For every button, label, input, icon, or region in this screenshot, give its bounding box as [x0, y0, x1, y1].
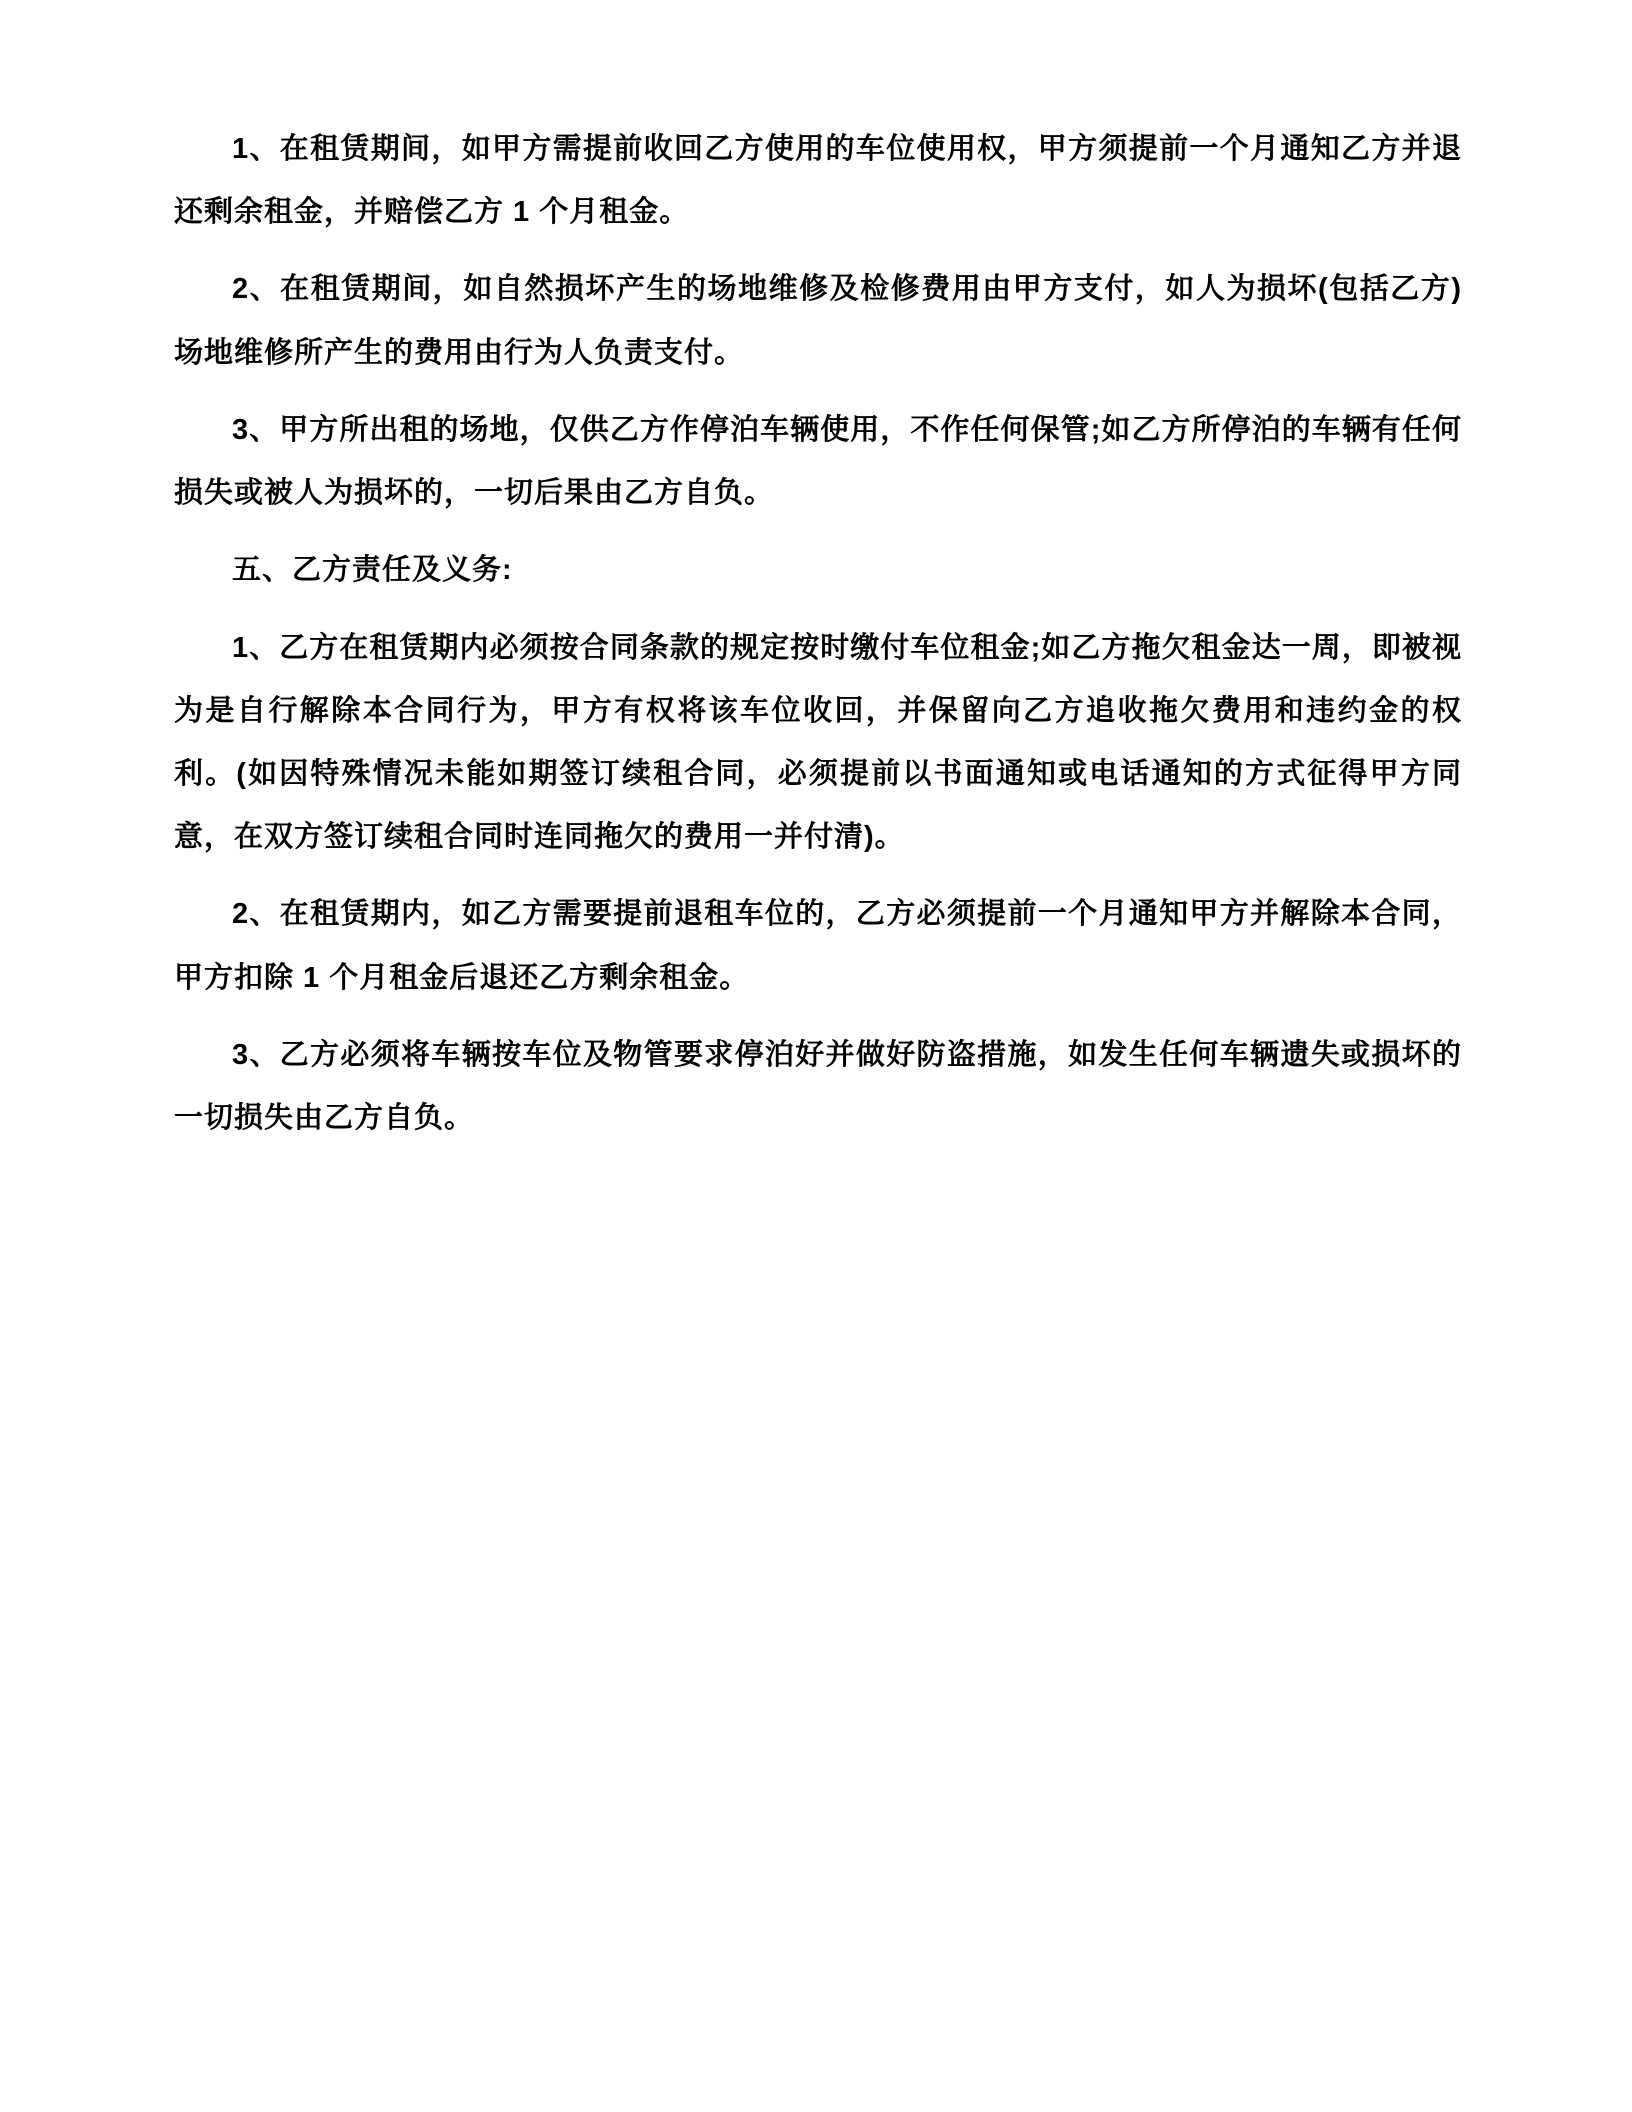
contract-paragraph: 2、在租赁期间，如自然损坏产生的场地维修及检修费用由甲方支付，如人为损坏(包括乙方)场地维修所产生的费用由行为人负责支付。 [174, 273, 1462, 369]
contract-paragraph: 1、在租赁期间，如甲方需提前收回乙方使用的车位使用权，甲方须提前一个月通知乙方并退还剩余租金，并赔偿乙方 1 个月租金。 [174, 133, 1462, 229]
contract-paragraph: 3、甲方所出租的场地，仅供乙方作停泊车辆使用，不作任何保管;如乙方所停泊的车辆有任何损失或被人为损坏的，一切后果由乙方自负。 [174, 413, 1462, 510]
contract-paragraph: 1、乙方在租赁期内必须按合同条款的规定按时缴付车位租金;如乙方拖欠租金达一周，即被视为是自行解除本合同行为，甲方有权将该车位收回，并保留向乙方追收拖欠费用和违约金的权利。(如因特殊情况未能如期签订续租合同，必须提前以书面通知或电话通知的方式征得甲方同意，在双方签订续租合同时连同拖欠的费用一并付清)。 [174, 631, 1462, 854]
contract-body [174, 118, 1462, 1150]
contract-paragraph: 3、乙方必须将车辆按车位及物管要求停泊好并做好防盗措施，如发生任何车辆遗失或损坏的一切损失由乙方自负。 [174, 1038, 1462, 1135]
contract-paragraph: 2、在租赁期内，如乙方需要提前退租车位的，乙方必须提前一个月通知甲方并解除本合同，甲方扣除 1 个月租金后退还乙方剩余租金。 [174, 898, 1462, 994]
section-heading: 五、乙方责任及义务: [232, 554, 513, 587]
